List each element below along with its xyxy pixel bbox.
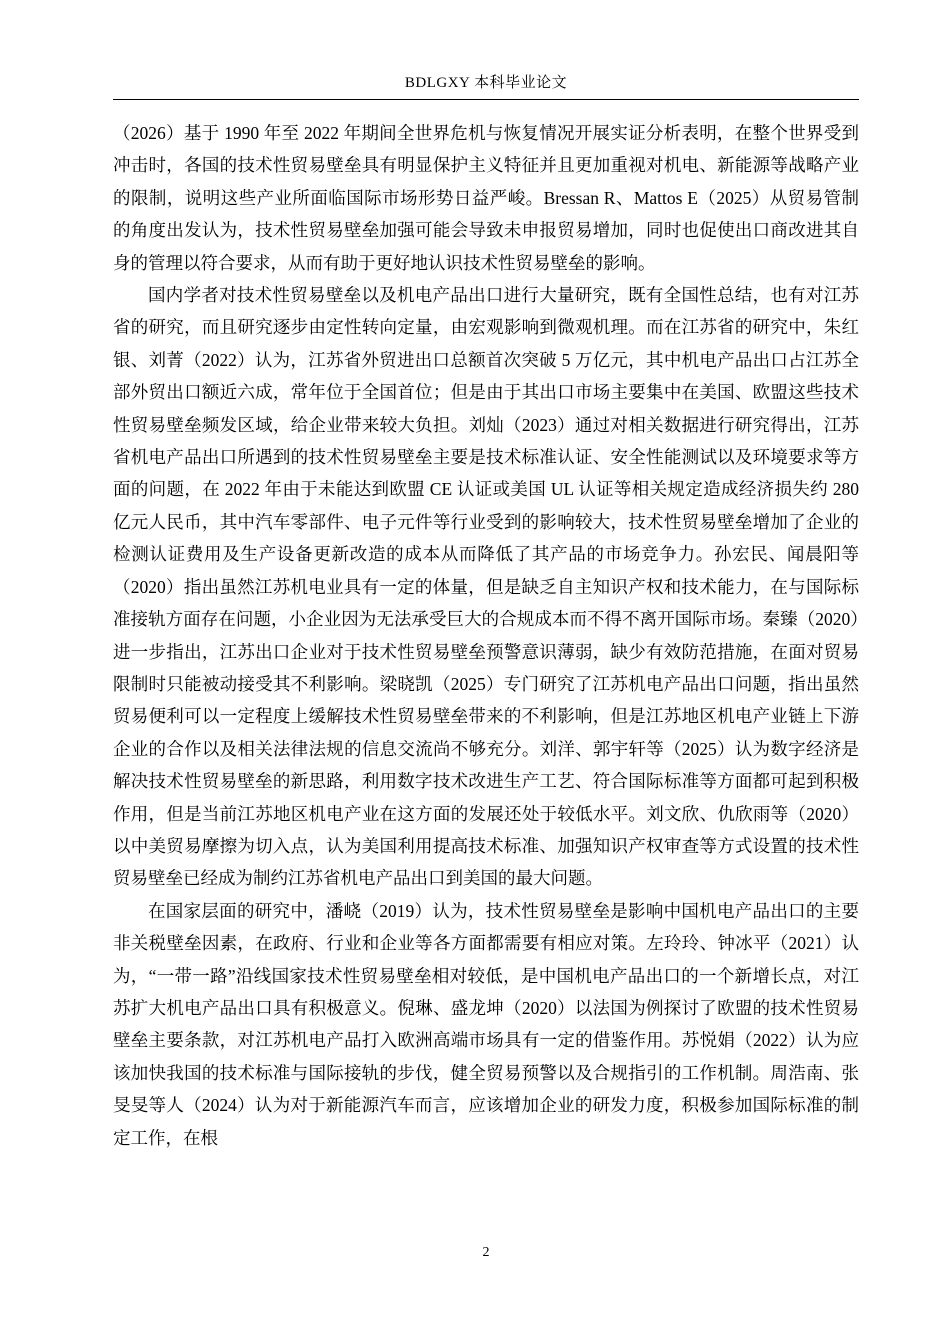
paragraph-continuation: （2026）基于 1990 年至 2022 年期间全世界危机与恢复情况开展实证分析表明，在整个世界受到冲击时，各国的技术性贸易壁垒具有明显保护主义特征并且更加重视对机电、新能源等战略产业的限制，说明这些产业所面临国际市场形势日益严峻。Bressan R、Mattos E（2025）从贸易管制的角度出发认为，技术性贸易壁垒加强可能会导致未申报贸易增加，同时也促使出口商改进其自身的管理以符合要求，从而有助于更好地认识技术性贸易壁垒的影响。 — [113, 123, 859, 273]
page-number: 2 — [482, 1245, 490, 1260]
running-header: BDLGXY 本科毕业论文 — [404, 75, 568, 91]
paragraph-provincial-research: 国内学者对技术性贸易壁垒以及机电产品出口进行大量研究，既有全国性总结，也有对江苏省的研究，而且研究逐步由定性转向定量，由宏观影响到微观机理。而在江苏省的研究中，朱红银、刘菁（2022）认为，江苏省外贸进出口总额首次突破 5 万亿元，其中机电产品出口占江苏全部外贸出口额近六成，常年位于全国首位；但是由于其出口市场主要集中在美国、欧盟这些技术性贸易壁垒频发区域，给企业带来较大负担。刘灿（2023）通过对相关数据进行研究得出，江苏省机电产品出口所遇到的技术性贸易壁垒主要是技术标准认证、安全性能测试以及环境要求等方面的问题，在 2022 年由于未能达到欧盟 CE 认证或美国 UL 认证等相关规定造成经济损失约 280 亿元人民币，其中汽车零部件、电子元件等行业受到的影响较大，技术性贸易壁垒增加了企业的检测认证费用及生产设备更新改造的成本从而降低了其产品的市场竞争力。孙宏民、闻晨阳等（2020）指出虽然江苏机电业具有一定的体量，但是缺乏自主知识产权和技术能力，在与国际标准接轨方面存在问题，小企业因为无法承受巨大的合规成本而不得不离开国际市场。秦臻（2020）进一步指出，江苏出口企业对于技术性贸易壁垒预警意识薄弱，缺少有效防范措施，在面对贸易限制时只能被动接受其不利影响。梁晓凯（2025）专门研究了江苏机电产品出口问题，指出虽然贸易便利可以一定程度上缓解技术性贸易壁垒带来的不利影响，但是江苏地区机电产业链上下游企业的合作以及相关法律法规的信息交流尚不够充分。刘洋、郭宇轩等（2025）认为数字经济是解决技术性贸易壁垒的新思路，利用数字技术改进生产工艺、符合国际标准等方面都可起到积极作用，但是当前江苏地区机电产业在这方面的发展还处于较低水平。刘文欣、仇欣雨等（2020）以中美贸易摩擦为切入点，认为美国利用提高技术标准、加强知识产权审查等方式设置的技术性贸易壁垒已经成为制约江苏省机电产品出口到美国的最大问题。 — [113, 285, 859, 889]
paragraph-national-research: 在国家层面的研究中，潘峣（2019）认为，技术性贸易壁垒是影响中国机电产品出口的主要非关税壁垒因素，在政府、行业和企业等各方面都需要有相应对策。左玲玲、钟冰平（2021）认为，“一带一路”沿线国家技术性贸易壁垒相对较低，是中国机电产品出口的一个新增长点，对江苏扩大机电产品出口具有积极意义。倪琳、盛龙坤（2020）以法国为例探讨了欧盟的技术性贸易壁垒主要条款，对江苏机电产品打入欧洲高端市场具有一定的借鉴作用。苏悦娟（2022）认为应该加快我国的技术标准与国际接轨的步伐，健全贸易预警以及合规指引的工作机制。周浩南、张旻旻等人（2024）认为对于新能源汽车而言，应该增加企业的研发力度，积极参加国际标准的制定工作，在根 — [113, 900, 859, 1148]
header-divider — [113, 99, 859, 100]
body-text — [113, 117, 859, 1154]
